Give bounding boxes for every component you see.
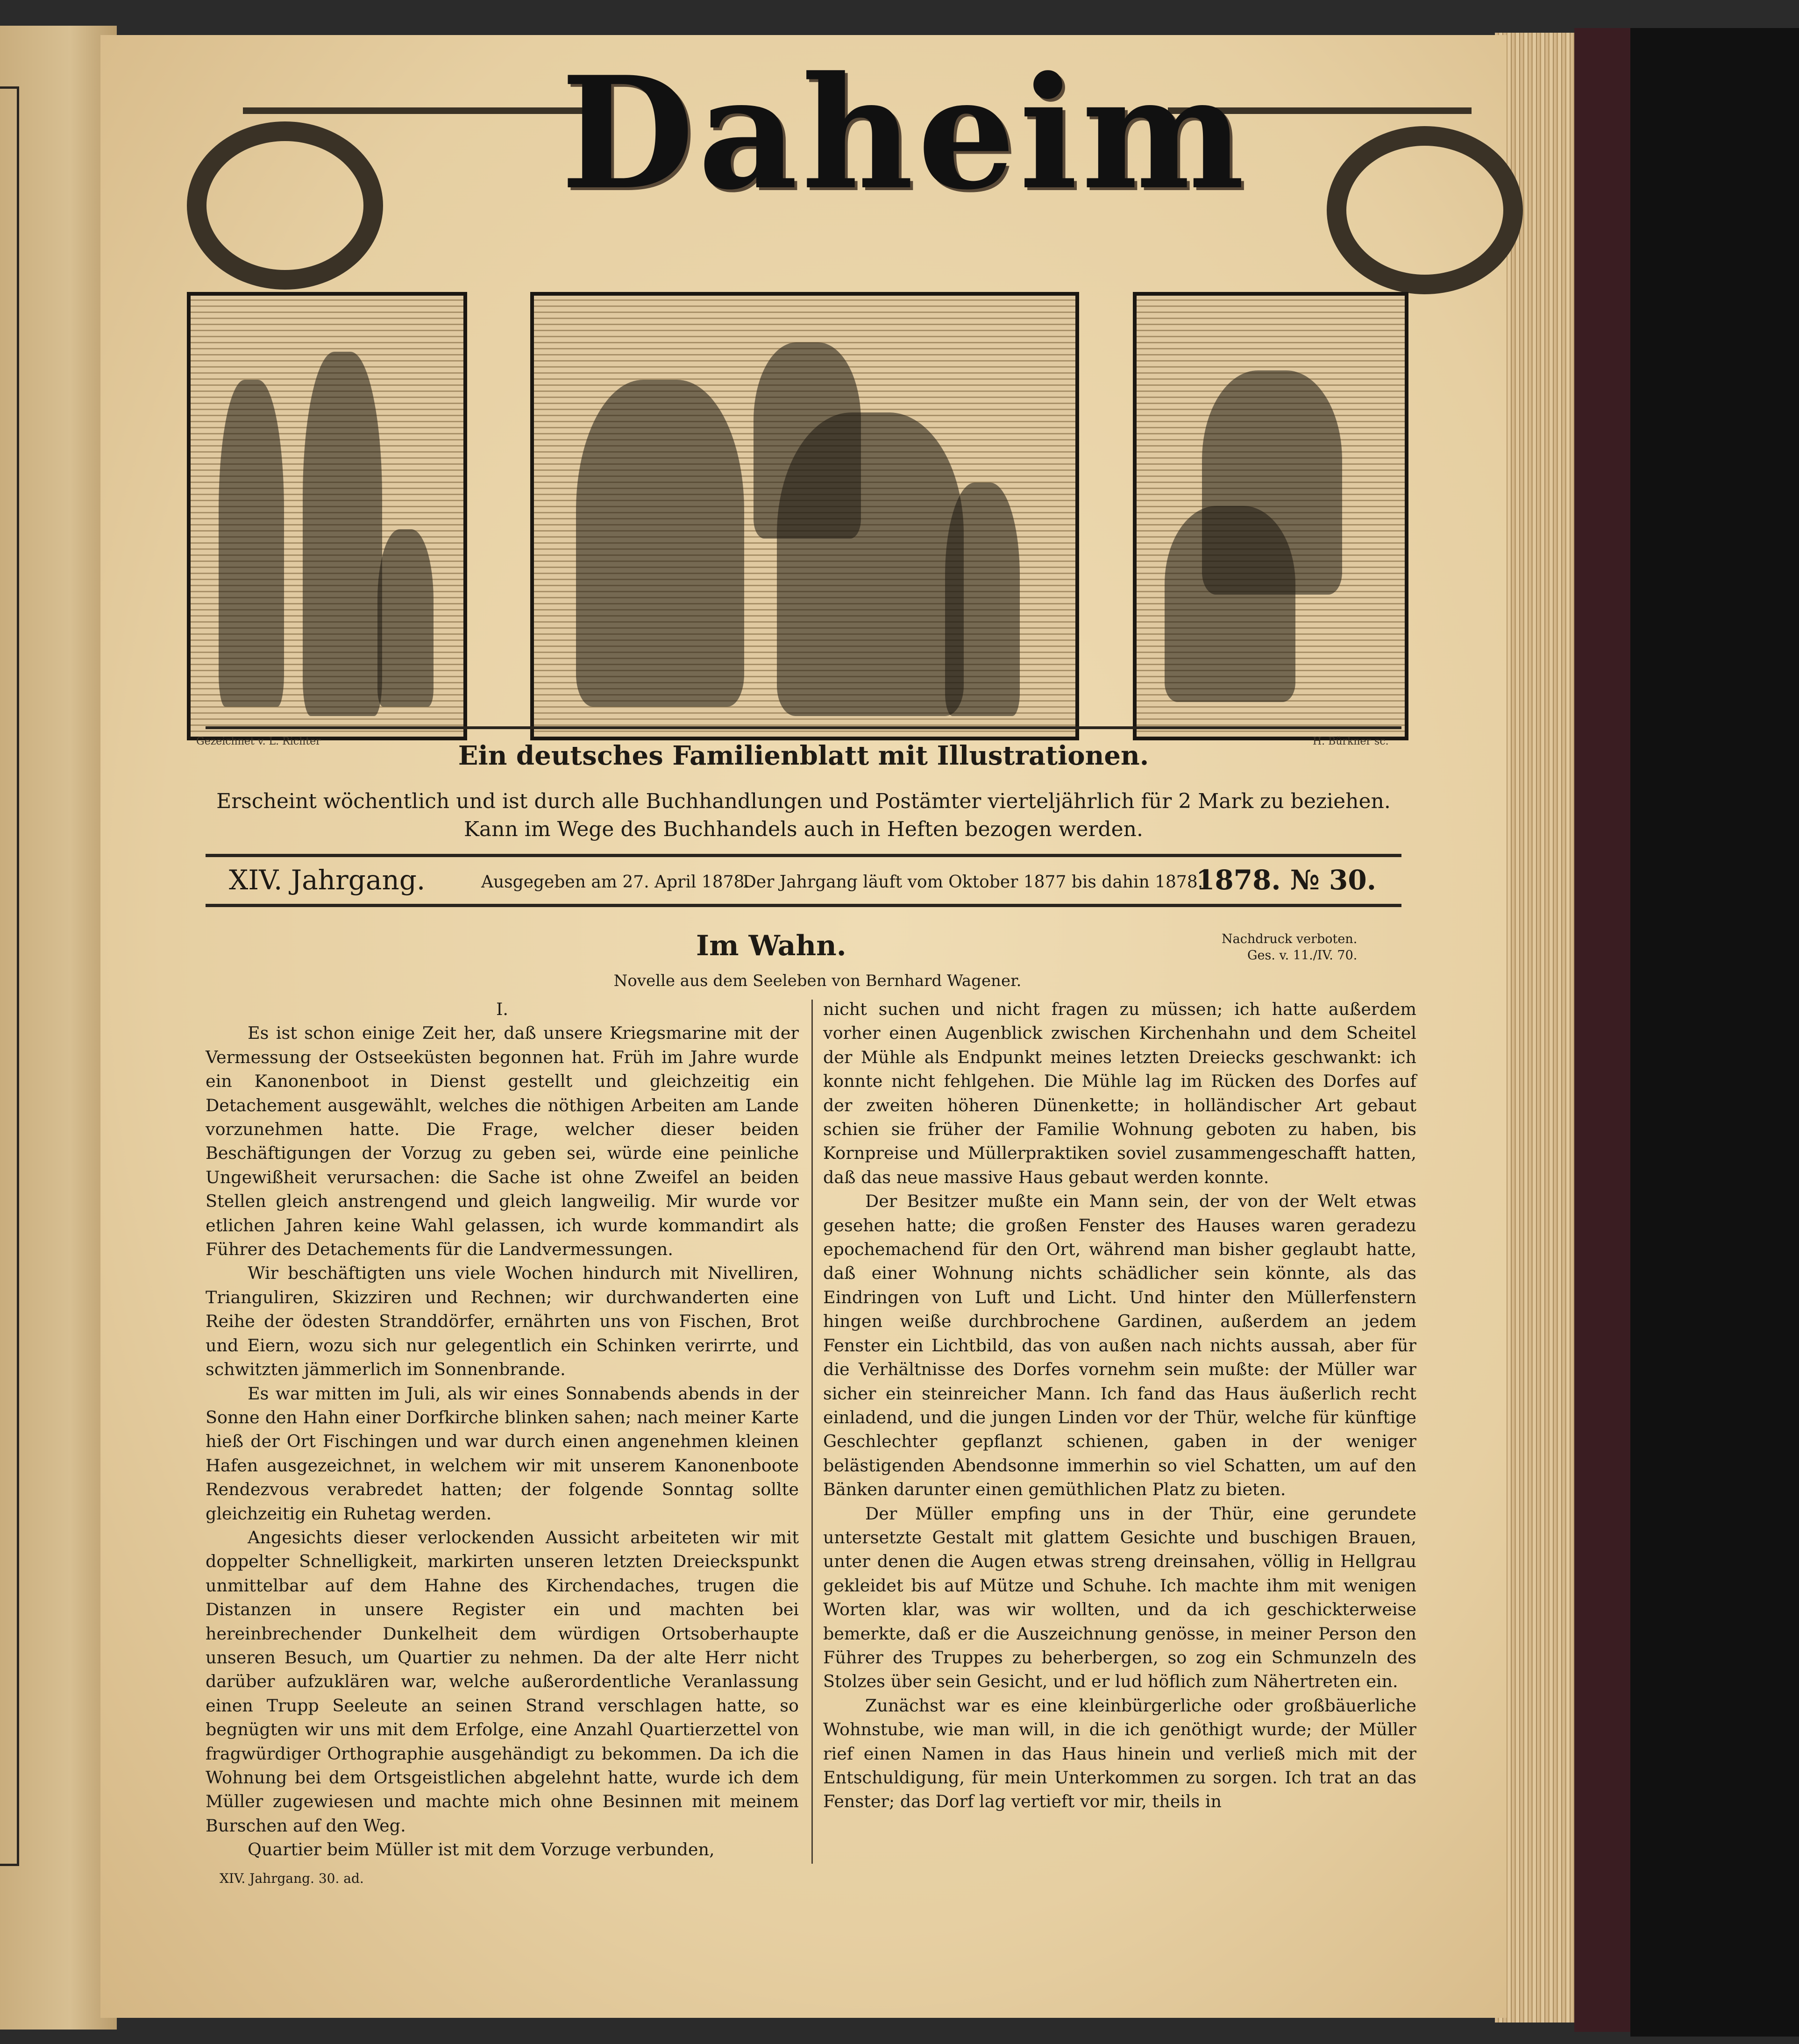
column-left xyxy=(206,997,799,1862)
column-right xyxy=(823,997,1416,1814)
masthead-title: Daheim xyxy=(561,43,1249,224)
paragraph: nicht suchen und nicht fragen zu müssen; ich hatte außerdem vorher einen Augenblick zwischen Kirchenhahn und dem Scheitel der Mühle als Endpunkt meines letzten Dreiecks geschwankt: ich konnte nicht fehlgehen. Die Mühle lag im Rücken des Dorfes auf der zweiten höheren Dünenkette; in holländischer Art gebaut schien sie früher der Familie Wohnung geboten zu haben, bis Kornpreise und Müllerpraktiken soviel zusammengeschafft hatten, daß das neue massive Haus gebaut werden konnte. xyxy=(823,999,1416,1187)
column-rule xyxy=(811,1000,813,1864)
paragraph: Der Besitzer mußte ein Mann sein, der von der Welt etwas gesehen hatte; die großen Fenster des Hauses waren geradezu epochemachend für den Ort, während man bisher geglaubt hatte, daß einer Wohnung nichts schädlicher sein könnte, als das Eindringen von Luft und Licht. Und hinter den Müllerfenstern hingen weiße durchbrochene Gardinen, außerdem an jedem Fenster ein Lichtbild, das von außen nach nichts aussah, aber für die Verhältnisse des Dorfes vornehm sein mußte: der Müller war sicher ein steinreicher Mann. Ich fand das Haus äußerlich recht einladend, und die jungen Linden vor der Thür, welche für künftige Geschlechter gepflanzt schienen, gaben in der weniger belästigenden Abendsonne immerhin so viel Schatten, um auf den Bänken darunter einen gemüthlichen Platz zu bieten. xyxy=(823,1191,1416,1500)
issue-range: Der Jahrgang läuft vom Oktober 1877 bis dahin 1878. xyxy=(743,873,1203,892)
paragraph: Zunächst war es eine kleinbürgerliche oder großbäuerliche Wohnstube, wie man will, in die ich genöthigt wurde; der Müller rief einen Namen in das Haus hinein und verließ mich mit der Entschuldigung, für mein Unterkommen zu sorgen. Ich trat an das Fenster; das Dorf lag vertieft vor mir, theils in xyxy=(823,1695,1416,1812)
issue-jahrgang: XIV. Jahrgang. xyxy=(229,864,426,896)
wreath-left-illustration xyxy=(187,121,383,290)
left-page-frame xyxy=(0,86,19,1866)
article-title: Im Wahn. xyxy=(696,930,846,962)
illustration-center-panel xyxy=(530,292,1079,740)
illustration-right-panel xyxy=(1133,292,1408,740)
paragraph: Es ist schon einige Zeit her, daß unsere Kriegsmarine mit der Vermessung der Ostseeküsten begonnen hat. Früh im Jahre wurde ein Kanonenboot in Dienst gestellt und gleichzeitig ein Detachement ausgewählt, welches die nöthigen Arbeiten am Lande vorzunehmen hatte. Die Frage, welcher dieser beiden Beschäftigungen der Vorzug zu geben sei, würde eine peinliche Ungewißheit verursachen: die Sache ist ohne Zweifel an beiden Stellen gleich anstrengend und gleich langweilig. Mir wurde vor etlichen Jahren keine Wahl gelassen, ich wurde kommandirt als Führer des Detachements für die Landvermessungen. xyxy=(206,1023,799,1260)
notice-line-1: Nachdruck verboten. xyxy=(1222,932,1358,946)
book-cover xyxy=(1574,28,1630,2032)
issue-rule-bottom xyxy=(206,904,1401,907)
wreath-right-illustration xyxy=(1327,126,1523,294)
paragraph: Es war mitten im Juli, als wir eines Sonnabends abends in der Sonne den Hahn einer Dorfkirche blinken sahen; nach meiner Karte hieß der Ort Fischingen und war durch einen angenehmen kleinen Hafen ausgezeichnet, in welchem wir mit unserem Kanonenboote Rendezvous verabredet hatten; der folgende Sonntag sollte gleichzeitig ein Ruhetag werden. xyxy=(206,1383,799,1524)
issue-year-number: 1878. № 30. xyxy=(1196,864,1376,896)
page-signature: XIV. Jahrgang. 30. ad. xyxy=(220,1871,364,1886)
paragraph: Quartier beim Müller ist mit dem Vorzuge verbunden, xyxy=(248,1839,715,1860)
article-byline: Novelle aus dem Seeleben von Bernhard Wagener. xyxy=(613,972,1022,990)
paragraph: Der Müller empfing uns in der Thür, eine gerundete untersetzte Gestalt mit glattem Gesichte und buschigen Brauen, unter denen die Augen etwas streng dreinsahen, völlig in Hellgrau gekleidet bis auf Mütze und Schuhe. Ich machte ihm mit wenigen Worten klar, was wir wollten, und da ich geschickterweise bemerkte, daß er die Auszeichnung genösse, in meiner Person den Führer des Truppes zu beherbergen, so zog ein Schmunzeln des Stolzes über sein Gesicht, und er lud höflich zum Nähertreten ein. xyxy=(823,1503,1416,1692)
paragraph: Wir beschäftigten uns viele Wochen hindurch mit Nivelliren, Trianguliren, Skizziren und Rechnen; wir durchwanderten eine Reihe der ödesten Stranddörfer, ernährten uns von Fischen, Brot und Eiern, wozu sich nur gelegentlich ein Schinken verirrte, und schwitzten jämmerlich im Sonnenbrande. xyxy=(206,1263,799,1380)
subtitle: Ein deutsches Familienblatt mit Illustrationen. xyxy=(458,740,1149,771)
masthead xyxy=(187,43,1565,747)
intro-line-2: Kann im Wege des Buchhandels auch in Heften bezogen werden. xyxy=(464,817,1143,841)
issue-date: Ausgegeben am 27. April 1878. xyxy=(481,873,750,892)
engraver-credit: H. Bürkner sc. xyxy=(1313,736,1389,747)
notice-line-2: Ges. v. 11./IV. 70. xyxy=(1247,948,1358,963)
intro-line-1: Erscheint wöchentlich und ist durch alle Buchhandlungen und Postämter vierteljährlich für 2 Mark zu beziehen. xyxy=(216,789,1391,813)
illustration-left-panel xyxy=(187,292,467,740)
background xyxy=(1630,28,1799,2037)
masthead-rule xyxy=(206,726,1401,729)
issue-rule-top xyxy=(206,854,1401,857)
paragraph: Angesichts dieser verlockenden Aussicht arbeiteten wir mit doppelter Schnelligkeit, markirten unseren letzten Dreieckspunkt unmittelbar auf dem Hahne des Kirchendaches, trugen die Distanzen in unsere Register ein und machten bei hereinbrechender Dunkelheit dem würdigen Ortsoberhaupte unseren Besuch, um Quartier zu nehmen. Da der alte Herr nicht darüber aufzuklären war, welche außerordentliche Veranlassung einen Trupp Seeleute an seinen Strand verschlagen hatte, so begnügten wir uns mit dem Erfolge, eine Anzahl Quartierzettel von fragwürdiger Orthographie ausgehändigt zu bekommen. Da ich die Wohnung bei dem Ortsgeistlichen abgelehnt hatte, wurde ich dem Müller zugewiesen und machte mich ohne Besinnen mit meinem Burschen auf den Weg. xyxy=(206,1527,799,1836)
left-page-edge xyxy=(0,26,117,2030)
section-heading: I. xyxy=(496,999,509,1019)
copyright-notice xyxy=(1222,931,1357,964)
vine-decoration xyxy=(243,107,607,114)
illustrator-credit: Gezeichnet v. L. Richter xyxy=(196,736,321,747)
